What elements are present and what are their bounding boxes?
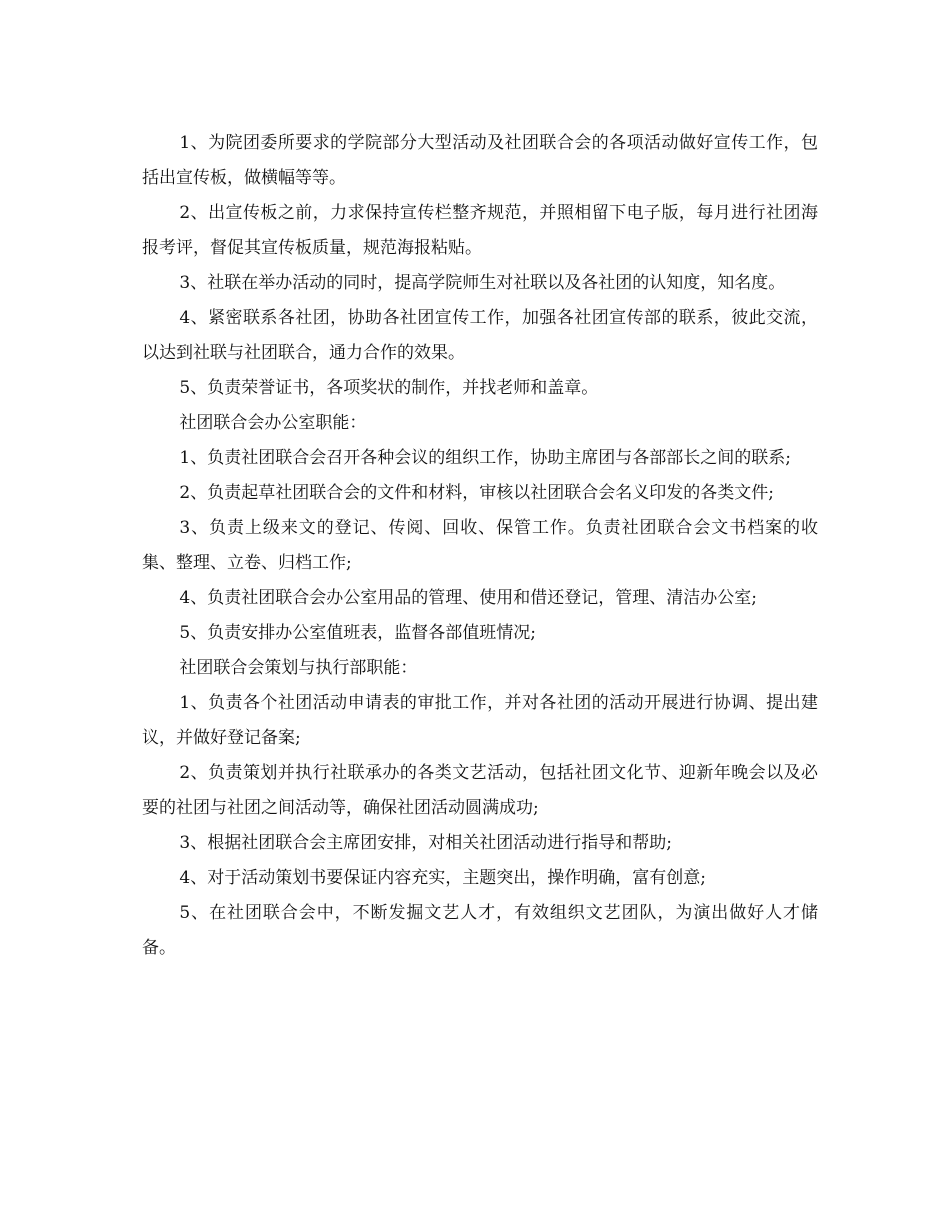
paragraph-planning-2: 2、负责策划并执行社联承办的各类文艺活动，包括社团文化节、迎新年晚会以及必要的社团与社团之间活动等，确保社团活动圆满成功;: [142, 763, 818, 818]
document-body: [142, 126, 818, 966]
paragraph-propaganda-5: 5、负责荣誉证书，各项奖状的制作，并找老师和盖章。: [179, 378, 599, 398]
paragraph-office-3: 3、负责上级来文的登记、传阅、回收、保管工作。负责社团联合会文书档案的收集、整理、立卷、归档工作;: [142, 518, 818, 573]
paragraph-office-5: 5、负责安排办公室值班表，监督各部值班情况;: [179, 623, 536, 643]
paragraph-office-4: 4、负责社团联合会办公室用品的管理、使用和借还登记，管理、清洁办公室;: [179, 588, 757, 608]
paragraph-propaganda-3: 3、社联在举办活动的同时，提高学院师生对社联以及各社团的认知度，知名度。: [179, 273, 786, 293]
paragraph-planning-1: 1、负责各个社团活动申请表的审批工作，并对各社团的活动开展进行协调、提出建议，并做好登记备案;: [142, 693, 818, 748]
paragraph-planning-5: 5、在社团联合会中，不断发掘文艺人才，有效组织文艺团队，为演出做好人才储备。: [142, 903, 818, 958]
section-heading-planning: 社团联合会策划与执行部职能：: [179, 658, 418, 678]
section-heading-office: 社团联合会办公室职能：: [179, 413, 367, 433]
paragraph-planning-4: 4、对于活动策划书要保证内容充实，主题突出，操作明确，富有创意;: [179, 868, 706, 888]
paragraph-planning-3: 3、根据社团联合会主席团安排，对相关社团活动进行指导和帮助;: [179, 833, 672, 853]
paragraph-propaganda-4: 4、紧密联系各社团，协助各社团宣传工作，加强各社团宣传部的联系，彼此交流，以达到社联与社团联合，通力合作的效果。: [142, 308, 818, 363]
paragraph-propaganda-2: 2、出宣传板之前，力求保持宣传栏整齐规范，并照相留下电子版，每月进行社团海报考评，督促其宣传板质量，规范海报粘贴。: [142, 203, 818, 258]
paragraph-propaganda-1: 1、为院团委所要求的学院部分大型活动及社团联合会的各项活动做好宣传工作，包括出宣传板，做横幅等等。: [142, 133, 818, 188]
paragraph-office-2: 2、负责起草社团联合会的文件和材料，审核以社团联合会名义印发的各类文件;: [179, 483, 774, 503]
paragraph-office-1: 1、负责社团联合会召开各种会议的组织工作，协助主席团与各部部长之间的联系;: [179, 448, 791, 468]
